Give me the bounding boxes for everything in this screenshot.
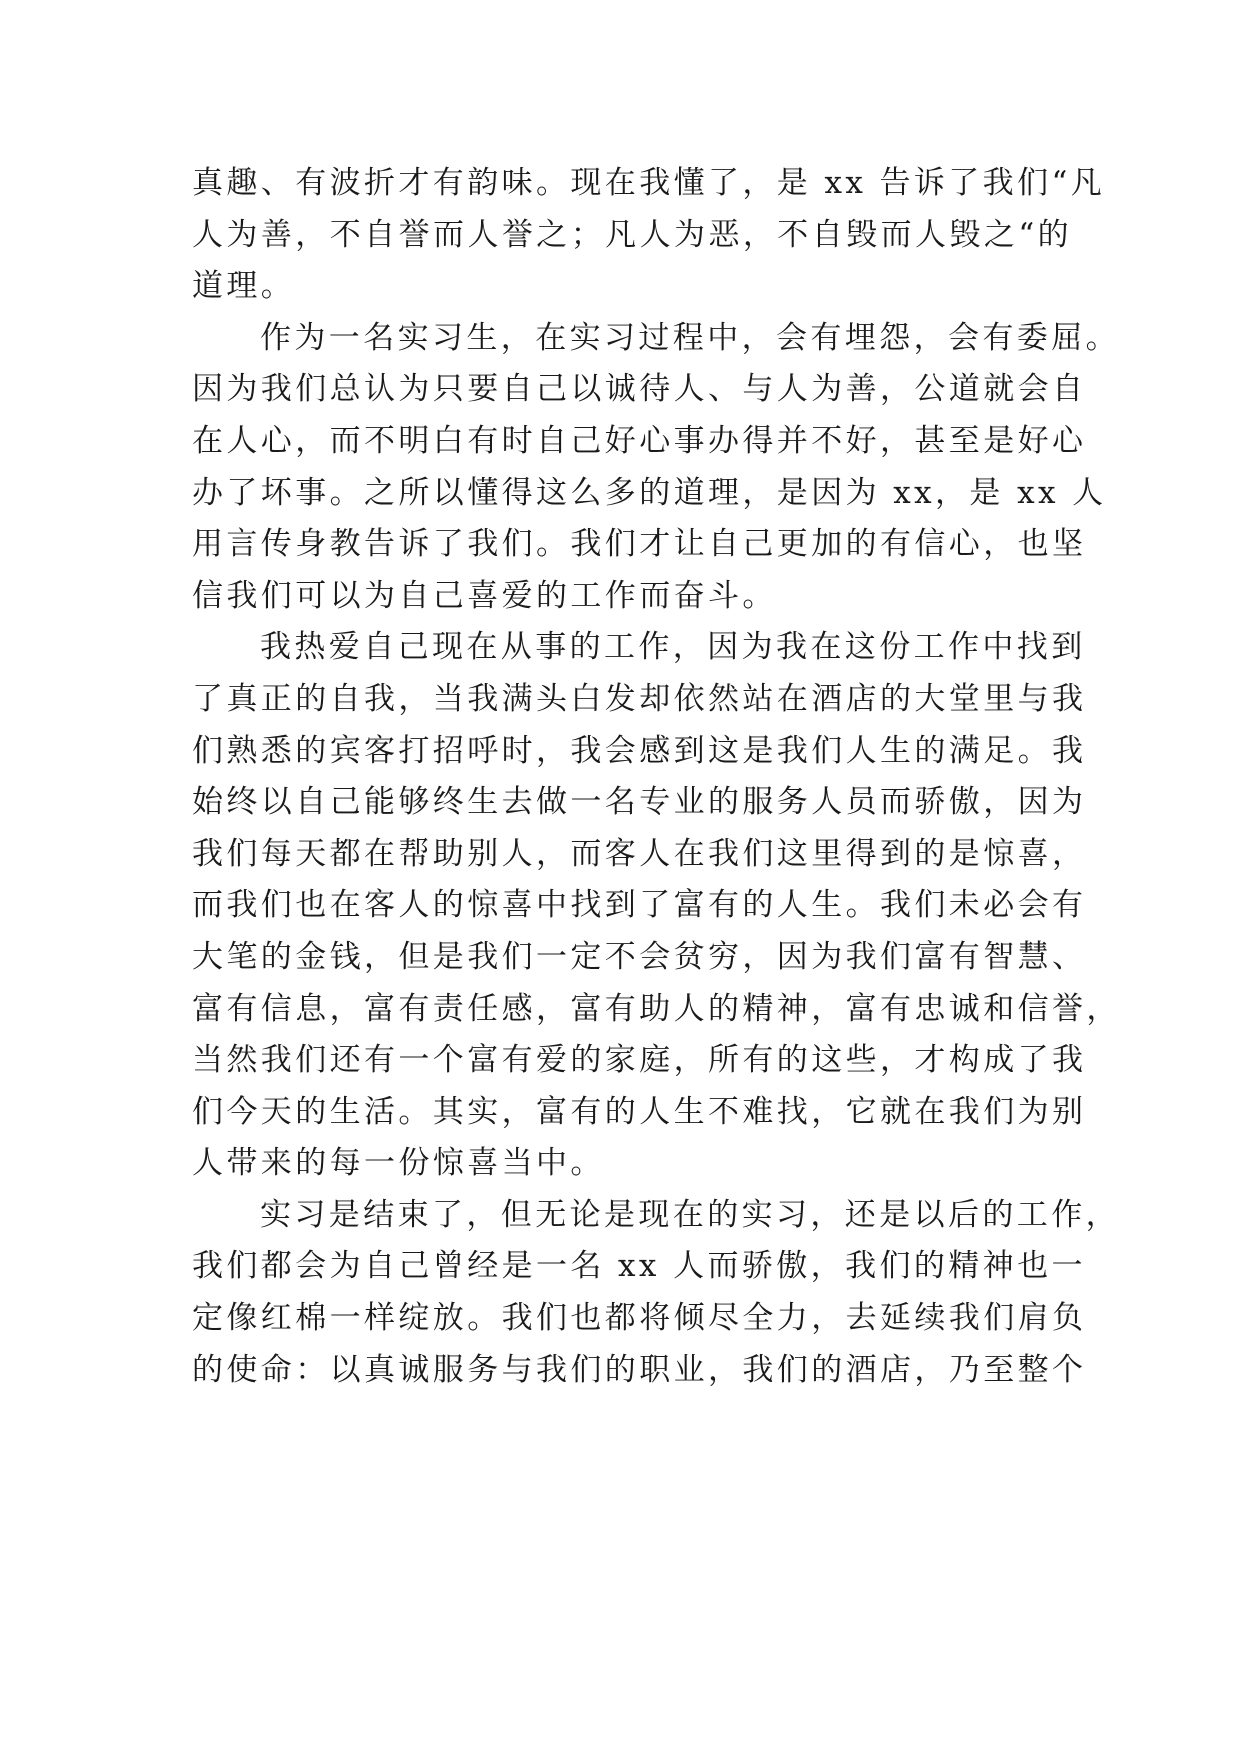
- paragraph-1: [192, 158, 1106, 313]
- text-line: 人为善，不自誉而人誉之；凡人为恶，不自毁而人毁之“的: [192, 216, 1072, 253]
- text-line: 们今天的生活。其实，富有的人生不难找，它就在我们为别: [192, 1093, 1087, 1130]
- text-line: 定像红棉一样绽放。我们也都将倾尽全力，去延续我们肩负: [192, 1300, 1087, 1337]
- text-line: 我们每天都在帮助别人，而客人在我们这里得到的是惊喜，: [192, 835, 1087, 872]
- text-line: 信我们可以为自己喜爱的工作而奋斗。: [192, 577, 777, 614]
- text-line: 实习是结束了，但无论是现在的实习，还是以后的工作，: [260, 1196, 1120, 1233]
- text-line: 人带来的每一份惊喜当中。: [192, 1145, 605, 1182]
- paragraph-3: [192, 622, 1121, 1190]
- text-line: 我热爱自己现在从事的工作，因为我在这份工作中找到: [260, 629, 1086, 666]
- text-line: 真趣、有波折才有韵味。现在我懂了，是 xx 告诉了我们“凡: [192, 165, 1106, 201]
- text-line: 用言传身教告诉了我们。我们才让自己更加的有信心，也坚: [192, 526, 1087, 563]
- text-line: 的使命：以真诚服务与我们的职业，我们的酒店，乃至整个: [192, 1351, 1087, 1388]
- body-text: [192, 158, 1121, 1396]
- text-line: 办了坏事。之所以懂得这么多的道理，是因为 xx，是 xx 人: [192, 474, 1107, 511]
- text-line: 作为一名实习生，在实习过程中，会有埋怨，会有委屈。: [260, 319, 1120, 356]
- paragraph-4: [192, 1190, 1120, 1396]
- text-line: 始终以自己能够终生去做一名专业的服务人员而骄傲，因为: [192, 784, 1087, 821]
- text-line: 们熟悉的宾客打招呼时，我会感到这是我们人生的满足。我: [192, 732, 1087, 769]
- text-line: 大笔的金钱，但是我们一定不会贫穷，因为我们富有智慧、: [192, 938, 1087, 975]
- text-line: 因为我们总认为只要自己以诚待人、与人为善，公道就会自: [192, 371, 1087, 408]
- text-line: 富有信息，富有责任感，富有助人的精神，富有忠诚和信誉，: [192, 990, 1121, 1027]
- text-line: 了真正的自我，当我满头白发却依然站在酒店的大堂里与我: [192, 680, 1087, 717]
- text-line: 在人心，而不明白有时自己好心事办得并不好，甚至是好心: [192, 422, 1087, 459]
- text-line: 我们都会为自己曾经是一名 xx 人而骄傲，我们的精神也一: [192, 1248, 1086, 1285]
- text-line: 当然我们还有一个富有爱的家庭，所有的这些，才构成了我: [192, 1042, 1087, 1079]
- text-line: 而我们也在客人的惊喜中找到了富有的人生。我们未必会有: [192, 887, 1087, 924]
- paragraph-2: [192, 313, 1120, 623]
- text-line: 道理。: [192, 268, 296, 305]
